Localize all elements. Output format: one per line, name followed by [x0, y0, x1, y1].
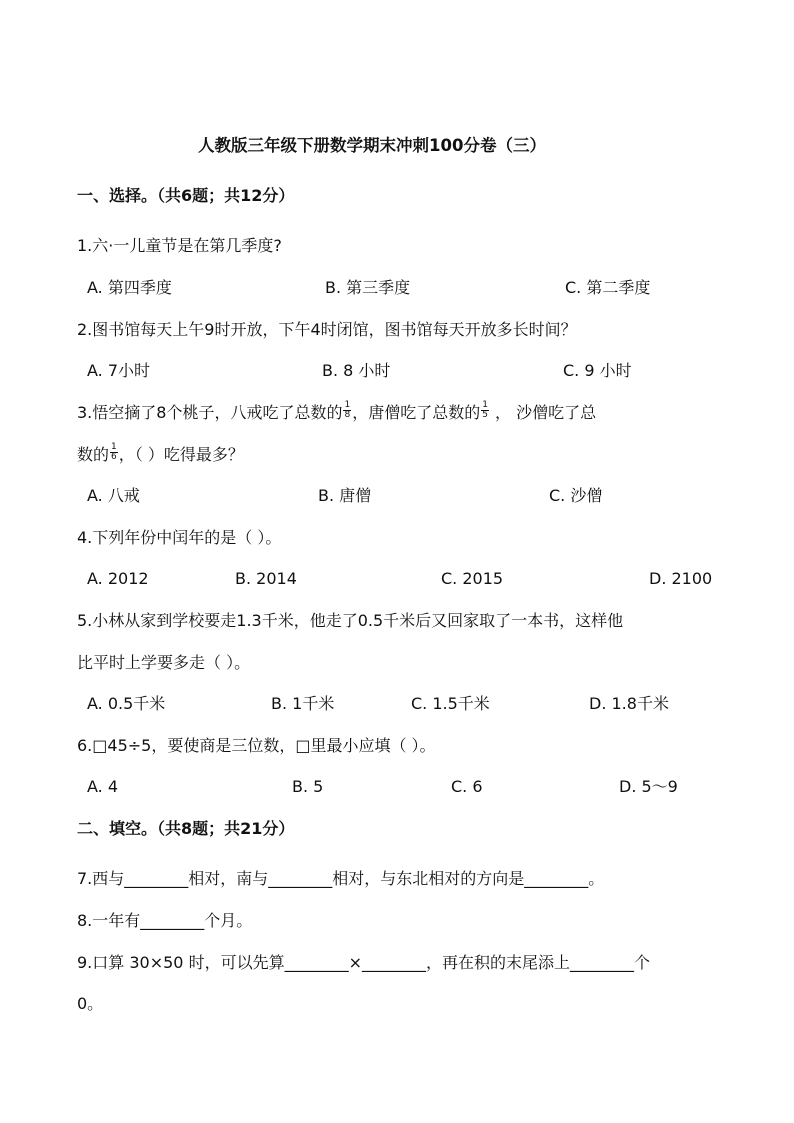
- question-3-line-2: 数的 $\frac{1}{6}$ ，（ ）吃得最多？: [77, 442, 244, 464]
- question-3-line-1: 3.悟空摘了8个桃子，八戒吃了总数的 $\frac{1}{8}$ ，唐僧吃了总数的 $\frac{1}{5}$ ， 沙僧吃了总: [77, 400, 597, 422]
- q4-option-d: D. 2100: [649, 569, 713, 588]
- q4-option-c: C. 2015: [441, 569, 504, 588]
- q6-option-a: A. 4: [87, 777, 119, 796]
- question-6: 6.□45÷5，要使商是三位数，□里最小应填（ ）。: [77, 736, 436, 755]
- q4-option-b: B. 2014: [235, 569, 297, 588]
- question-8: 8.一年有________个月。: [77, 911, 253, 930]
- q2-option-b: B. 8 小时: [322, 361, 391, 380]
- question-9-line-2: 0。: [77, 994, 104, 1013]
- q3-option-a: A. 八戒: [87, 486, 140, 505]
- q3-option-c: C. 沙僧: [549, 486, 603, 505]
- q1-option-b: B. 第三季度: [325, 278, 411, 297]
- question-1: 1.六·一儿童节是在第几季度?: [77, 236, 282, 255]
- q2-option-c: C. 9 小时: [563, 361, 632, 380]
- question-7: 7.西与________相对，南与________相对，与东北相对的方向是________。: [77, 869, 605, 888]
- q6-option-c: C. 6: [451, 777, 483, 796]
- q5-option-a: A. 0.5千米: [87, 694, 166, 713]
- q3-option-b: B. 唐僧: [318, 486, 372, 505]
- question-5-line-1: 5.小林从家到学校要走1.3千米，他走了0.5千米后又回家取了一本书，这样他: [77, 611, 624, 630]
- q2-option-a: A. 7小时: [87, 361, 151, 380]
- q1-option-c: C. 第二季度: [565, 278, 651, 297]
- q6-option-d: D. 5～9: [619, 777, 678, 796]
- page-title: 人教版三年级下册数学期末冲刺100分卷（三）: [198, 136, 546, 155]
- question-9-line-1: 9.口算 30×50 时，可以先算________×________，再在积的末尾添上________个: [77, 953, 650, 972]
- q5-option-c: C. 1.5千米: [411, 694, 490, 713]
- question-5-line-2: 比平时上学要多走（ ）。: [77, 653, 251, 672]
- question-2: 2.图书馆每天上午9时开放，下午4时闭馆，图书馆每天开放多长时间？: [77, 320, 577, 339]
- q6-option-b: B. 5: [292, 777, 324, 796]
- question-4: 4.下列年份中闰年的是（ ）。: [77, 528, 282, 547]
- section-2-heading: 二、填空。（共8题；共21分）: [77, 819, 295, 838]
- fraction-one-eighth: $\frac{1}{8}$: [344, 400, 351, 420]
- q1-option-a: A. 第四季度: [87, 278, 172, 297]
- fraction-one-sixth: $\frac{1}{6}$: [111, 442, 117, 462]
- section-1-heading: 一、选择。（共6题；共12分）: [77, 186, 295, 205]
- q5-option-d: D. 1.8千米: [589, 694, 669, 713]
- q5-option-b: B. 1千米: [271, 694, 335, 713]
- q4-option-a: A. 2012: [87, 569, 149, 588]
- fraction-one-fifth: $\frac{1}{5}$: [482, 400, 488, 420]
